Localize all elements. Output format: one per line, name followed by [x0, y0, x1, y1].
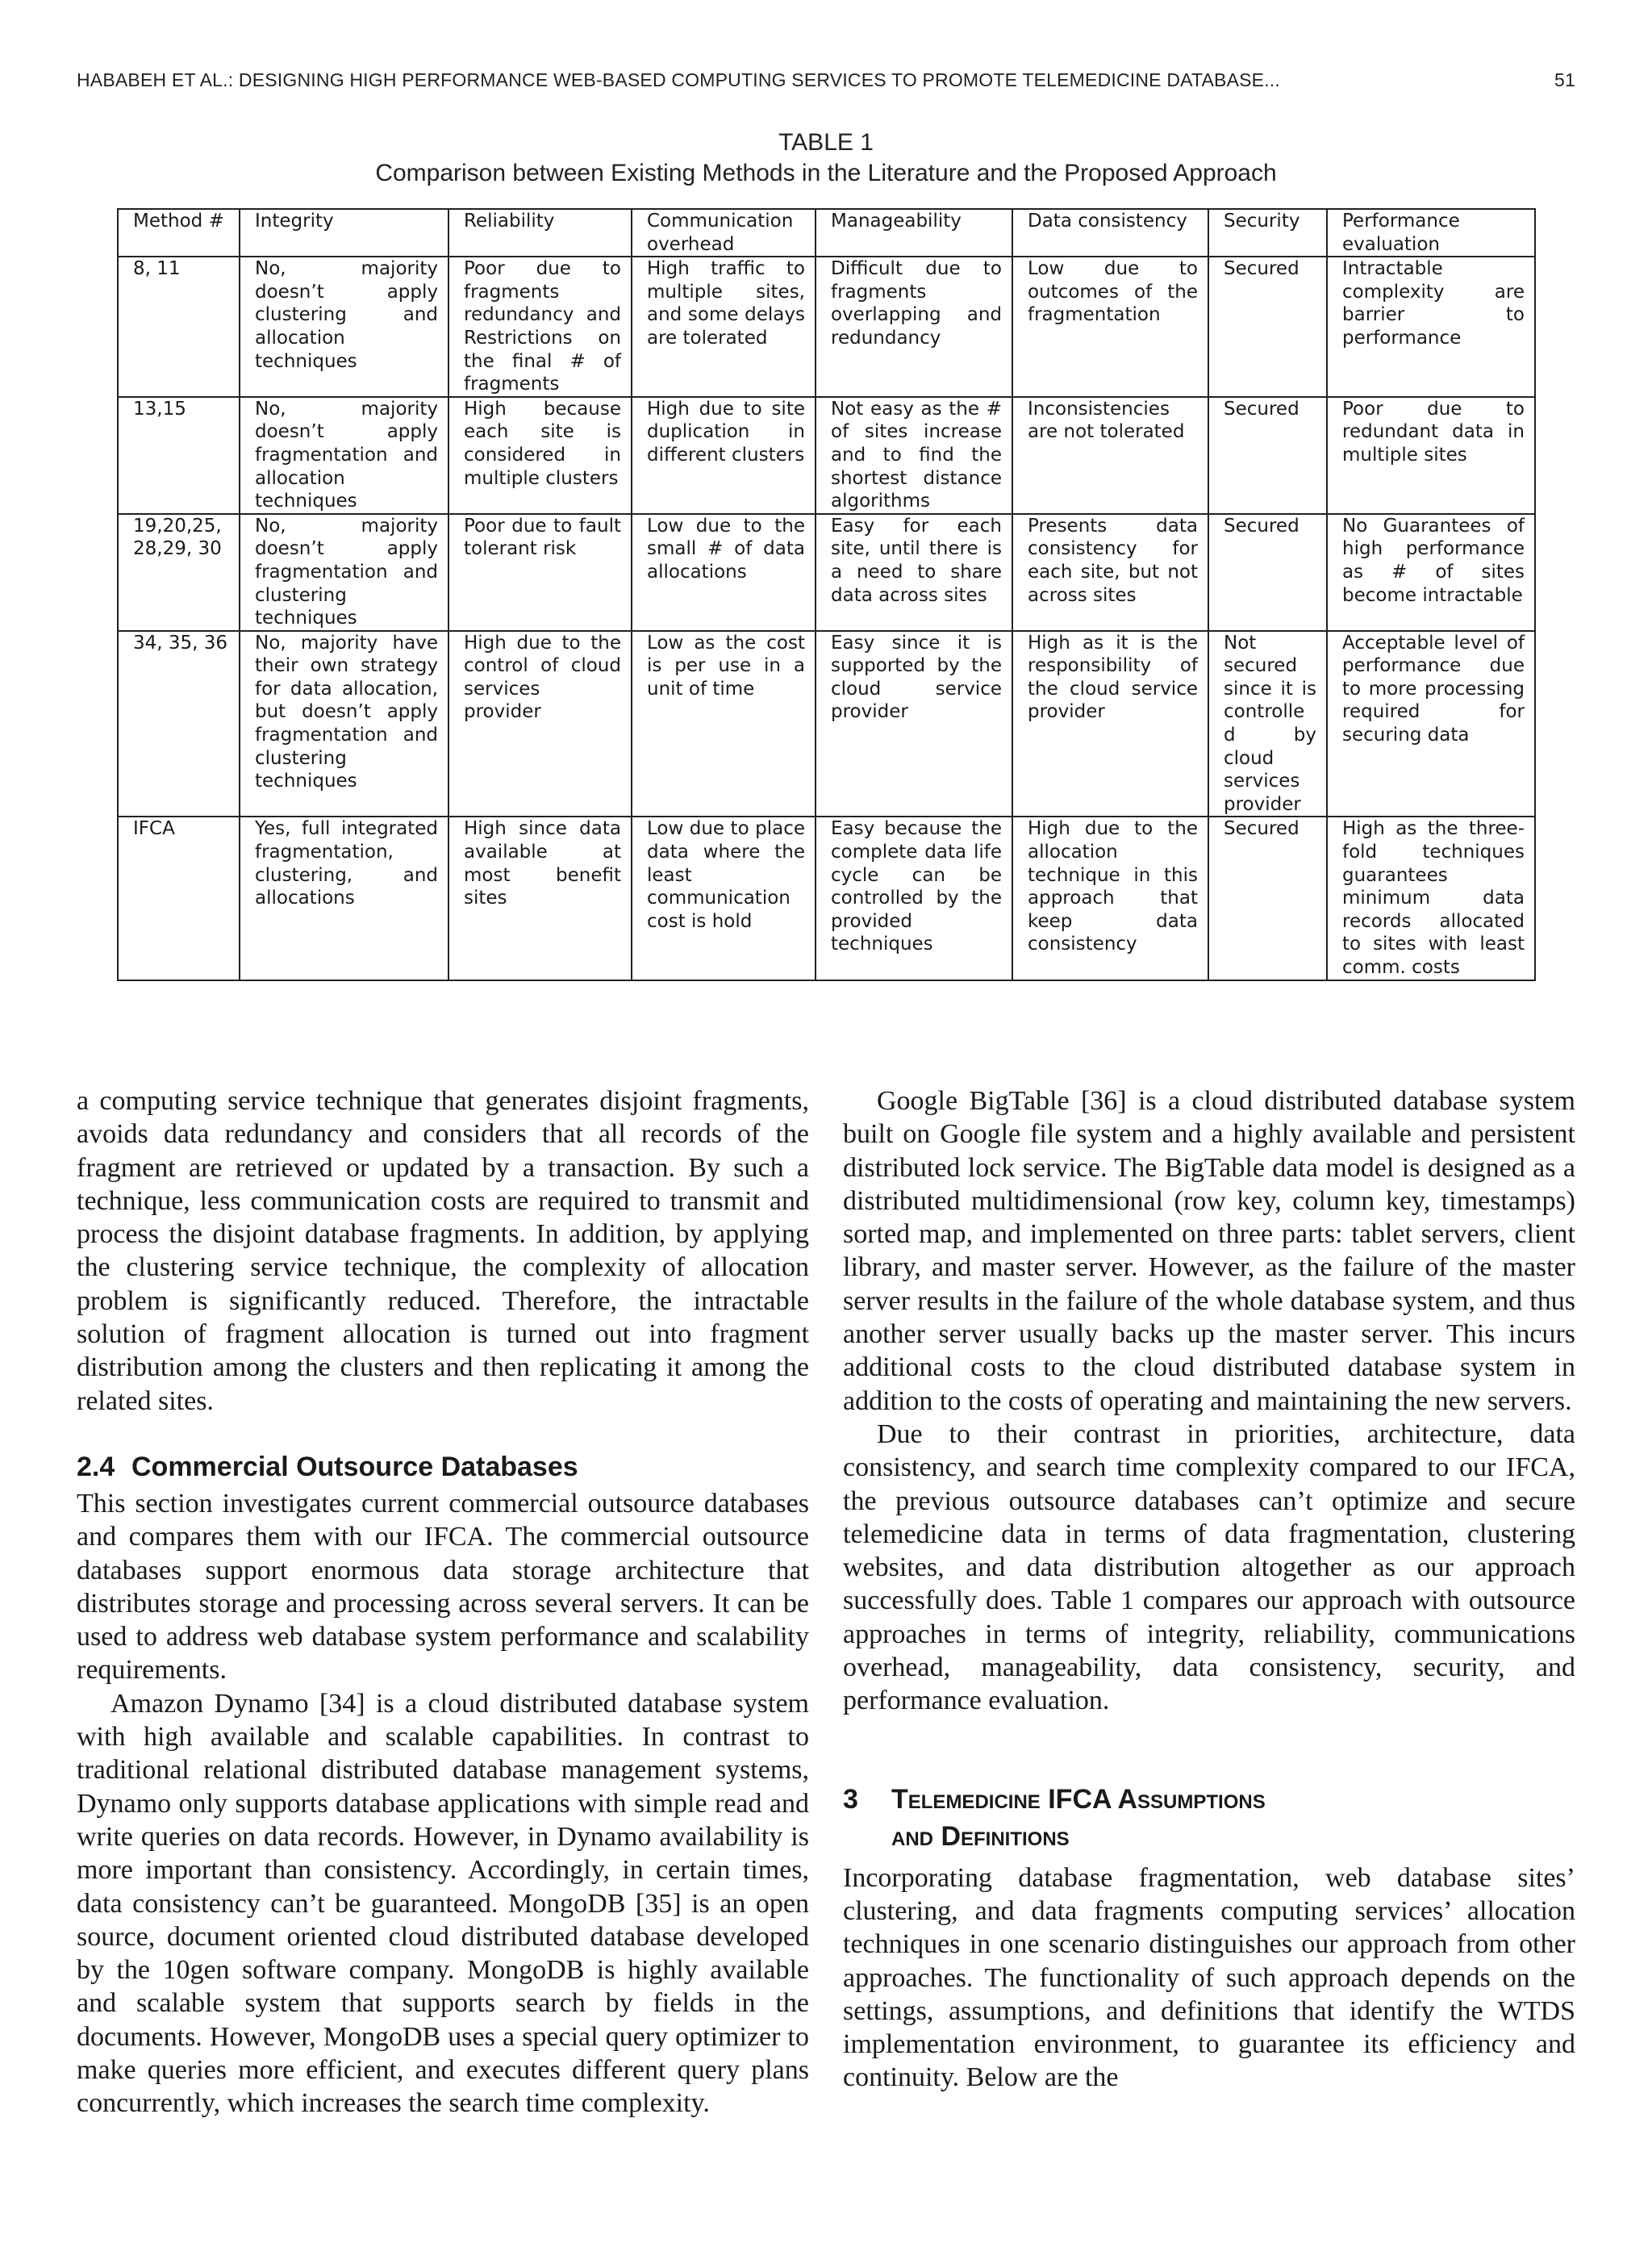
table-cell: Low due to the small # of data allocations: [632, 514, 816, 631]
table-row: [118, 257, 1535, 397]
table-cell: Secured: [1208, 257, 1327, 397]
table-cell: High traffic to multiple sites, and some delays are tolerated: [632, 257, 816, 397]
body-paragraph: This section investigates current commercial outsource databases and compares them with our IFCA. The commercial outsource databases support enormous data storage architecture that distributes storage and processing across several servers. It can be used to address web database system performance and scalability requirements.: [77, 1488, 809, 1686]
body-paragraph: Amazon Dynamo [34] is a cloud distributed database system with high available and scalable capabilities. In contrast to traditional relational distributed database management systems, Dynamo only supports database applications with simple read and write queries on data records. However, in Dynamo availability is more important than consistency. Accordingly, in certain times, data consistency can’t be guaranteed. MongoDB [35] is an open source, document oriented cloud distributed database developed by the 10gen software company. MongoDB is highly available and scalable system that supports search by fields in the documents. However, MongoDB uses a special query optimizer to make queries more efficient, and executes different query plans concurrently, which increases the search time complexity.: [77, 1688, 809, 2119]
section-heading: [77, 1451, 809, 1484]
table-cell: 8, 11: [118, 257, 240, 397]
section-title-line: Telemedicine IFCA Assumptions: [891, 1783, 1266, 1815]
table-cell: 19,20,25, 28,29, 30: [118, 514, 240, 631]
table-row: [118, 514, 1535, 631]
table-cell: Poor due to redundant data in multiple sites: [1327, 397, 1535, 514]
table-cell: Easy because the complete data life cycle can be controlled by the provided techniques: [816, 817, 1012, 980]
table-caption: [77, 127, 1575, 189]
body-paragraph: Google BigTable [36] is a cloud distributed database system built on Google file system and a highly available and persistent distributed lock service. The BigTable data model is designed as a distributed multidimensional (row key, column key, timestamps) sorted map, and implemented on three parts: tablet servers, client library, and master server. However, as the failure of the master server results in the failure of the whole database system, and thus another server usually backs up the master server. This incurs additional costs to the cloud distributed database system in addition to the costs of operating and maintaining the new servers.: [843, 1086, 1575, 1416]
table-cell: No, majority doesn’t apply clustering and allocation techniques: [240, 257, 448, 397]
table-cell: High due to the control of cloud services provider: [448, 631, 632, 817]
column-header: Performance evaluation: [1327, 209, 1535, 257]
table-cell: 34, 35, 36: [118, 631, 240, 817]
table-cell: Poor due to fault tolerant risk: [448, 514, 632, 631]
table-cell: No, majority doesn’t apply fragmentation and allocation techniques: [240, 397, 448, 514]
column-header: Communication overhead: [632, 209, 816, 257]
table-cell: No, majority doesn’t apply fragmentation and clustering techniques: [240, 514, 448, 631]
table-cell: High due to the allocation technique in this approach that keep data consistency: [1012, 817, 1208, 980]
table-cell: Easy since it is supported by the cloud service provider: [816, 631, 1012, 817]
table-cell: Not secured since it is controlle d by cloud services provider: [1208, 631, 1327, 817]
comparison-table: [117, 208, 1536, 981]
table-cell: Low as the cost is per use in a unit of time: [632, 631, 816, 817]
column-header: Data consistency: [1012, 209, 1208, 257]
table-title: Comparison between Existing Methods in the Literature and the Proposed Approach: [375, 160, 1277, 186]
table-cell: Difficult due to fragments overlapping and redundancy: [816, 257, 1012, 397]
table-cell: Secured: [1208, 397, 1327, 514]
column-header: Manageability: [816, 209, 1012, 257]
table-cell: 13,15: [118, 397, 240, 514]
table-cell: No, majority have their own strategy for data allocation, but doesn’t apply fragmentation and clustering techniques: [240, 631, 448, 817]
table-cell: Secured: [1208, 514, 1327, 631]
running-title: HABABEH ET AL.: DESIGNING HIGH PERFORMANCE WEB-BASED COMPUTING SERVICES TO PROMOTE TELEMEDICINE DATABASE...: [77, 69, 1280, 90]
table-row: [118, 631, 1535, 817]
table-cell: High as it is the responsibility of the cloud service provider: [1012, 631, 1208, 817]
body-paragraph: a computing service technique that generates disjoint fragments, avoids data redundancy and considers that all records of the fragment are retrieved or updated by a transaction. By such a technique, less communication costs are required to transmit and process the disjoint database fragments. In addition, by applying the clustering service technique, the complexity of allocation problem is significantly reduced. Therefore, the intractable solution of fragment allocation is turned out into fragment distribution among the clusters and then replicating it among the related sites.: [77, 1086, 809, 1416]
table-cell: Easy for each site, until there is a need to share data across sites: [816, 514, 1012, 631]
right-column: [843, 1084, 1575, 2095]
table-cell: High since data available at most benefit sites: [448, 817, 632, 980]
table-cell: Yes, full integrated fragmentation, clustering, and allocations: [240, 817, 448, 980]
table-row: [118, 817, 1535, 980]
table-cell: High as the three-fold techniques guarantees minimum data records allocated to sites with least comm. costs: [1327, 817, 1535, 980]
section-title: Commercial Outsource Databases: [131, 1451, 578, 1482]
table-cell: Inconsistencies are not tolerated: [1012, 397, 1208, 514]
table-cell: No Guarantees of high performance as # of sites become intractable: [1327, 514, 1535, 631]
table-cell: Low due to outcomes of the fragmentation: [1012, 257, 1208, 397]
table-cell: Intractable complexity are barrier to performance: [1327, 257, 1535, 397]
table-cell: Acceptable level of performance due to more processing required for securing data: [1327, 631, 1535, 817]
left-column: [77, 1084, 809, 2120]
table-row: [118, 397, 1535, 514]
table-header-row: [118, 209, 1535, 257]
table-cell: High due to site duplication in different clusters: [632, 397, 816, 514]
column-header: Reliability: [448, 209, 632, 257]
body-paragraph: Due to their contrast in priorities, architecture, data consistency, and search time complexity compared to our IFCA, the previous outsource databases can’t optimize and secure telemedicine data in terms of data fragmentation, clustering websites, and data distribution altogether as our approach successfully does. Table 1 compares our approach with outsource approaches in terms of integrity, reliability, communications overhead, manageability, data consistency, security, and performance evaluation.: [843, 1418, 1575, 1716]
page-number: 51: [1554, 69, 1575, 90]
table-cell: Secured: [1208, 817, 1327, 980]
column-header: Method #: [118, 209, 240, 257]
table-cell: Not easy as the # of sites increase and to find the shortest distance algorithms: [816, 397, 1012, 514]
table-cell: IFCA: [118, 817, 240, 980]
section-number: 3: [843, 1783, 858, 1815]
section-number: 2.4: [77, 1451, 115, 1482]
table-cell: Presents data consistency for each site, but not across sites: [1012, 514, 1208, 631]
section-title-line: and Definitions: [891, 1820, 1070, 1852]
table-cell: Poor due to fragments redundancy and Restrictions on the final # of fragments: [448, 257, 632, 397]
column-header: Security: [1208, 209, 1327, 257]
table-cell: Low due to place data where the least communication cost is hold: [632, 817, 816, 980]
column-header: Integrity: [240, 209, 448, 257]
table-label: TABLE 1: [778, 129, 874, 156]
table-cell: High because each site is considered in multiple clusters: [448, 397, 632, 514]
section-heading: [843, 1781, 1575, 1855]
body-paragraph: Incorporating database fragmentation, web database sites’ clustering, and data fragments computing services’ allocation techniques in one scenario distinguishes our approach from other approaches. The functionality of such approach depends on the settings, assumptions, and definitions that identify the WTDS implementation environment, to guarantee its efficiency and continuity. Below are the: [843, 1862, 1575, 2093]
